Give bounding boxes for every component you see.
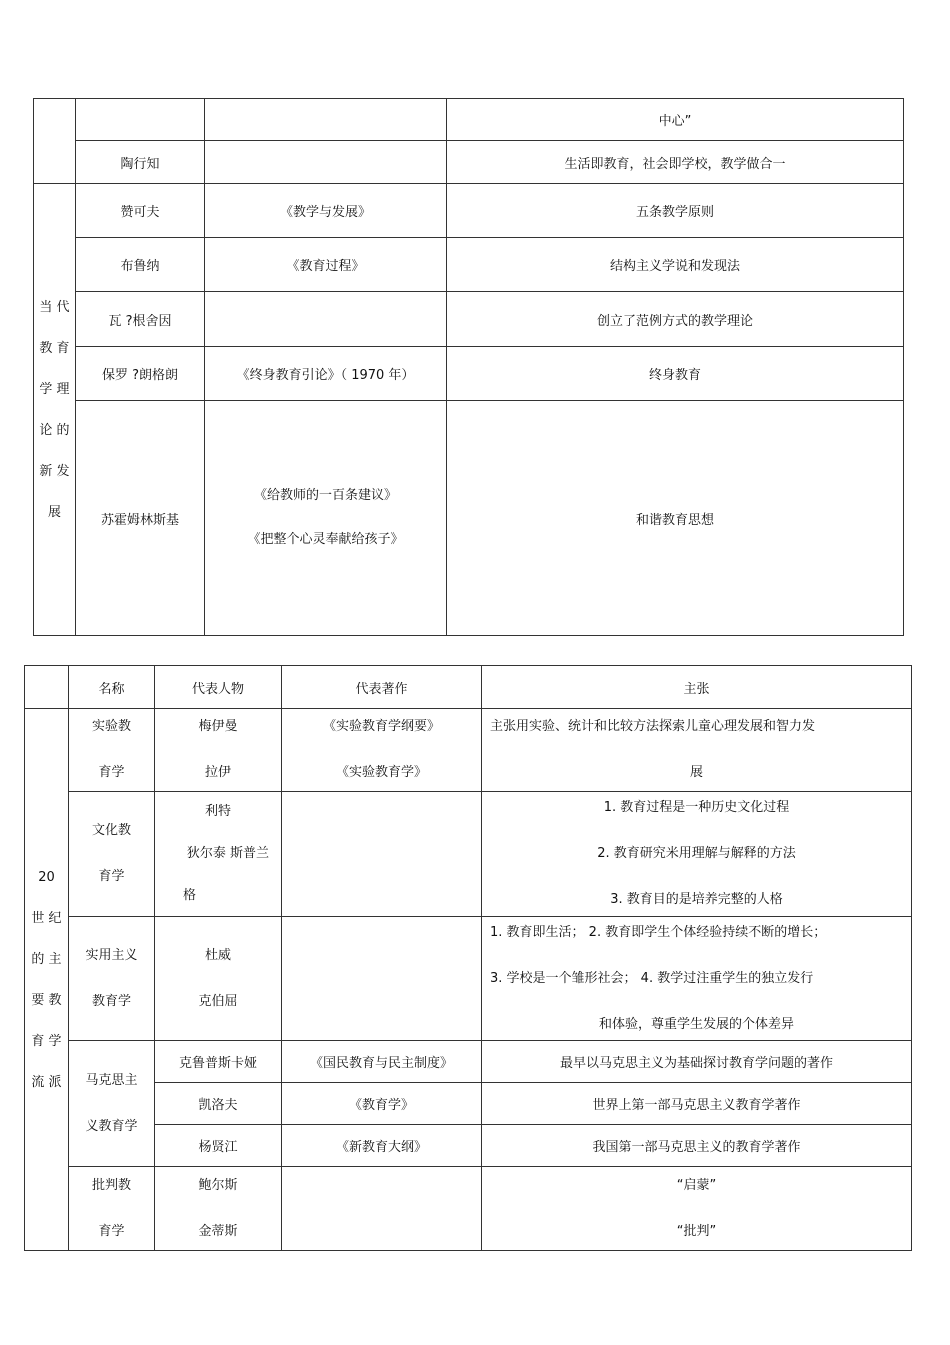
header-idea: 主张 — [482, 666, 912, 709]
category-line: 20 — [38, 869, 55, 885]
school-name-line: 育学 — [98, 1223, 125, 1239]
person-line: 鲍尔斯 — [198, 1177, 238, 1193]
school-name-line: 义教育学 — [85, 1118, 138, 1134]
category-line: 世 纪 — [31, 910, 62, 926]
work-cell: 《终身教育引论》（ 1970 年） — [205, 347, 447, 401]
work-cell — [282, 1167, 482, 1251]
work-cell — [282, 917, 482, 1041]
idea-cell: 世界上第一部马克思主义教育学著作 — [482, 1083, 912, 1125]
category-line: 育 学 — [31, 1033, 62, 1049]
idea-cell — [482, 917, 912, 1041]
category-line: 新 发 — [39, 463, 70, 479]
school-name-cell — [69, 709, 155, 792]
work-line: 《实验教育学纲要》 — [322, 719, 440, 734]
idea-cell: 结构主义学说和发现法 — [447, 238, 904, 292]
work-line: 《给教师的一百条建议》 — [253, 488, 397, 503]
person-cell — [155, 709, 282, 792]
school-name-line: 马克思主 — [85, 1072, 138, 1088]
idea-cell: 和谐教育思想 — [447, 401, 904, 636]
school-name-cell — [69, 1167, 155, 1251]
idea-line: 展 — [689, 765, 703, 780]
idea-cell: 终身教育 — [447, 347, 904, 401]
work-cell — [205, 401, 447, 636]
idea-line: 1. 教育即生活； 2. 教育即学生个体经验持续不断的增长； — [490, 924, 827, 940]
work-cell — [205, 99, 447, 141]
person-cell: 赞可夫 — [76, 184, 205, 238]
idea-line: 3. 教育目的是培养完整的人格 — [610, 892, 783, 907]
work-cell — [282, 709, 482, 792]
person-cell — [76, 99, 205, 141]
idea-line: 和体验，尊重学生发展的个体差异 — [598, 1016, 794, 1032]
person-cell: 保罗 ?朗格朗 — [76, 347, 205, 401]
header-name: 名称 — [69, 666, 155, 709]
work-cell: 《教育过程》 — [205, 238, 447, 292]
work-cell — [205, 141, 447, 184]
person-line: 狄尔泰 斯普兰 — [186, 846, 270, 861]
header-work: 代表著作 — [282, 666, 482, 709]
idea-cell — [482, 1167, 912, 1251]
person-line: 杜威 — [204, 947, 231, 963]
idea-line: 1. 教育过程是一种历史文化过程 — [603, 800, 790, 815]
person-cell: 布鲁纳 — [76, 238, 205, 292]
person-cell — [155, 1167, 282, 1251]
school-name-cell — [69, 792, 155, 917]
school-name-line: 实用主义 — [85, 947, 138, 963]
school-name-line: 育学 — [98, 765, 125, 780]
idea-cell: 创立了范例方式的教学理论 — [447, 292, 904, 347]
school-name-line: 教育学 — [91, 993, 131, 1009]
idea-line: 3. 学校是一个雏形社会； 4. 教学过注重学生的独立发行 — [490, 970, 814, 986]
schools-table — [24, 665, 912, 1251]
person-cell: 瓦 ?根舍因 — [76, 292, 205, 347]
idea-cell: 我国第一部马克思主义的教育学著作 — [482, 1125, 912, 1167]
category-line: 展 — [47, 504, 61, 520]
idea-cell: 最早以马克思主义为基础探讨教育学问题的著作 — [482, 1041, 912, 1083]
idea-cell: 五条教学原则 — [447, 184, 904, 238]
work-cell: 《国民教育与民主制度》 — [282, 1041, 482, 1083]
category-cell — [34, 184, 76, 636]
idea-cell — [482, 709, 912, 792]
category-cell — [25, 709, 69, 1251]
idea-line: “批判” — [676, 1223, 717, 1239]
header-blank — [25, 666, 69, 709]
category-line: 当 代 — [39, 299, 70, 315]
category-line: 论 的 — [39, 422, 70, 438]
idea-cell — [482, 792, 912, 917]
idea-line: 主张用实验、统计和比较方法探索儿童心理发展和智力发 — [490, 719, 816, 734]
person-cell — [155, 917, 282, 1041]
person-line: 克伯屈 — [198, 993, 238, 1009]
category-line: 要 教 — [31, 992, 62, 1008]
person-cell: 苏霍姆林斯基 — [76, 401, 205, 636]
work-cell — [205, 292, 447, 347]
work-cell: 《教学与发展》 — [205, 184, 447, 238]
work-line: 《把整个心灵奉献给孩子》 — [247, 532, 404, 547]
work-cell: 《新教育大纲》 — [282, 1125, 482, 1167]
work-cell — [282, 792, 482, 917]
school-name-cell — [69, 917, 155, 1041]
idea-line: 2. 教育研究米用理解与解释的方法 — [597, 846, 796, 861]
work-cell: 《教育学》 — [282, 1083, 482, 1125]
header-person: 代表人物 — [155, 666, 282, 709]
school-name-line: 实验教 — [91, 719, 131, 734]
person-cell: 陶行知 — [76, 141, 205, 184]
idea-cell: 中心” — [447, 99, 904, 141]
work-line: 《实验教育学》 — [335, 765, 427, 780]
category-line: 流 派 — [31, 1074, 62, 1090]
person-line: 格 — [183, 888, 197, 903]
person-cell: 杨贤江 — [155, 1125, 282, 1167]
idea-line: “启蒙” — [676, 1177, 717, 1193]
person-line: 梅伊曼 — [198, 719, 238, 734]
category-line: 的 主 — [31, 951, 62, 967]
idea-cell: 生活即教育，社会即学校，教学做合一 — [447, 141, 904, 184]
person-line: 利特 — [204, 804, 231, 819]
category-cell-prev — [34, 99, 76, 184]
category-line: 学 理 — [39, 381, 70, 397]
person-cell: 克鲁普斯卡娅 — [155, 1041, 282, 1083]
school-name-line: 育学 — [98, 869, 125, 884]
school-name-cell — [69, 1041, 155, 1167]
school-name-line: 文化教 — [91, 823, 131, 838]
school-name-line: 批判教 — [91, 1177, 131, 1193]
person-cell: 凯洛夫 — [155, 1083, 282, 1125]
person-line: 金蒂斯 — [198, 1223, 238, 1239]
person-line: 拉伊 — [204, 765, 231, 780]
person-cell — [155, 792, 282, 917]
category-line: 教 育 — [39, 340, 70, 356]
contemporary-theory-table — [33, 98, 904, 636]
